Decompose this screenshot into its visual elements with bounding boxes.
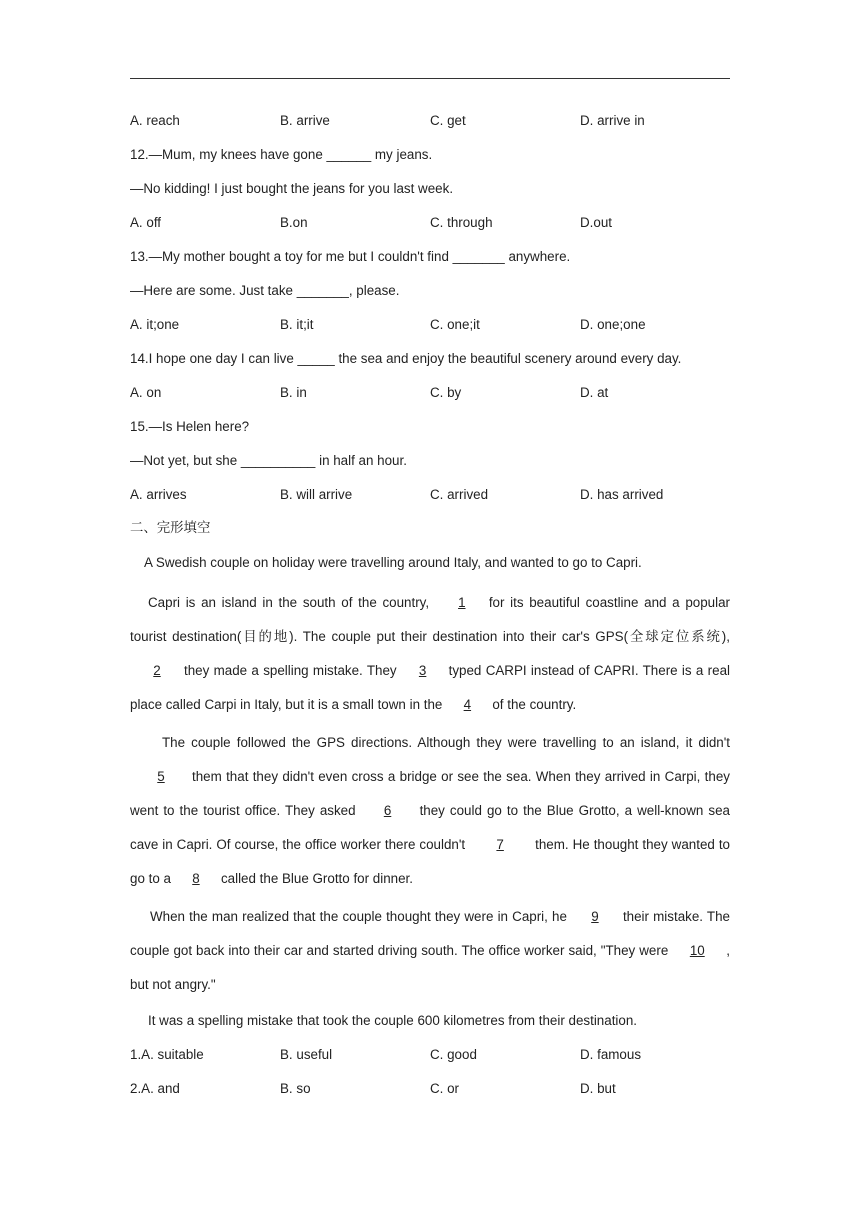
q15-options: [130, 480, 730, 514]
blank-9: 9: [591, 909, 599, 924]
blank-1: 1: [458, 595, 466, 610]
option-a: A. reach: [130, 113, 180, 128]
passage-text: Capri is an island in the south of the country,: [148, 595, 435, 610]
option-b: B. useful: [280, 1047, 333, 1062]
option-c: C. by: [430, 385, 462, 400]
option-b: B.on: [280, 215, 308, 230]
q13-options: [130, 310, 730, 344]
option-a: A. arrives: [130, 487, 187, 502]
passage-text: called the Blue Grotto for dinner.: [220, 871, 413, 886]
option-b: B. will arrive: [280, 487, 353, 502]
option-d: D. at: [580, 385, 609, 400]
passage-text: them that they didn't even cross a bridge or see the sea. When they arrived in Carpi, they went to the tourist office. They asked: [130, 769, 730, 818]
blank-7: 7: [496, 837, 504, 852]
option-d: D. but: [580, 1081, 616, 1096]
passage-text: them. He thought they wanted to go to a: [130, 837, 730, 886]
blank-5: 5: [157, 769, 165, 784]
option-d: D. famous: [580, 1047, 642, 1062]
passage-paragraph-5: It was a spelling mistake that took the couple 600 kilometres from their destination.: [148, 1013, 638, 1028]
q15-line2: —Not yet, but she __________ in half an hour.: [130, 453, 407, 468]
blank-8: 8: [192, 871, 200, 886]
passage-text: their mistake. The couple got back into their car and started driving south. The office worker said, "They were: [130, 909, 730, 958]
option-d: D. has arrived: [580, 487, 664, 502]
option-c: C. through: [430, 215, 493, 230]
blank-3: 3: [418, 663, 427, 678]
blank-6: 6: [383, 803, 392, 818]
option-a: 1.A. suitable: [130, 1047, 204, 1062]
passage-text: they could go to the Blue Grotto, a well-known sea cave in Capri. Of course, the office worker there couldn't: [130, 803, 730, 852]
option-c: C. good: [430, 1047, 477, 1062]
option-d: D.out: [580, 215, 613, 230]
q13-line2: —Here are some. Just take _______, please.: [130, 283, 400, 298]
passage-paragraph-2: [130, 586, 730, 722]
blank-10: 10: [689, 943, 705, 958]
option-a: 2.A. and: [130, 1081, 180, 1096]
passage-paragraph-4: [130, 900, 730, 1002]
option-d: D. one;one: [580, 317, 646, 332]
option-b: B. in: [280, 385, 307, 400]
passage-text: When the man realized that the couple thought they were in Capri, he: [150, 909, 567, 924]
passage-text: , but not angry.": [130, 943, 730, 992]
header-rule: [130, 78, 730, 79]
option-c: C. arrived: [430, 487, 489, 502]
option-c: C. or: [430, 1081, 460, 1096]
blank-4: 4: [463, 697, 472, 712]
option-a: A. on: [130, 385, 162, 400]
passage-text: typed CARPI instead of CAPRI. There is a real place called Carpi in Italy, but it is a small town in the: [130, 663, 730, 712]
q12-line2: —No kidding! I just bought the jeans for you last week.: [130, 181, 454, 196]
option-b: B. it;it: [280, 317, 314, 332]
passage-text: of the country.: [492, 697, 577, 712]
passage-text: they made a spelling mistake. They: [184, 663, 397, 678]
option-d: D. arrive in: [580, 113, 645, 128]
q15-line1: 15.—Is Helen here?: [130, 419, 250, 434]
q14-options: [130, 378, 730, 412]
cloze-q2-options: [130, 1074, 730, 1108]
option-c: C. one;it: [430, 317, 480, 332]
section-title: 二、完形填空: [130, 521, 211, 536]
q12-line1: 12.—Mum, my knees have gone ______ my jeans.: [130, 147, 433, 162]
passage-paragraph-1: A Swedish couple on holiday were travelling around Italy, and wanted to go to Capri.: [144, 555, 642, 570]
q13-line1: 13.—My mother bought a toy for me but I couldn't find _______ anywhere.: [130, 249, 571, 264]
option-b: B. arrive: [280, 113, 330, 128]
passage-paragraph-3: [130, 726, 730, 896]
passage-text: The couple followed the GPS directions. Although they were travelling to an island, it didn't: [162, 735, 730, 750]
q14-line1: 14.I hope one day I can live _____ the sea and enjoy the beautiful scenery around every day.: [130, 351, 682, 366]
option-c: C. get: [430, 113, 466, 128]
passage-text: for its beautiful coastline and a popular tourist destination(目的地). The couple put their destination into their car's GPS(全球定位系统),: [130, 595, 730, 644]
q11-options: [130, 106, 730, 140]
option-a: A. it;one: [130, 317, 180, 332]
document-content: [130, 106, 730, 1108]
q12-options: [130, 208, 730, 242]
cloze-q1-options: [130, 1040, 730, 1074]
blank-2: 2: [153, 663, 161, 678]
option-a: A. off: [130, 215, 162, 230]
option-b: B. so: [280, 1081, 311, 1096]
